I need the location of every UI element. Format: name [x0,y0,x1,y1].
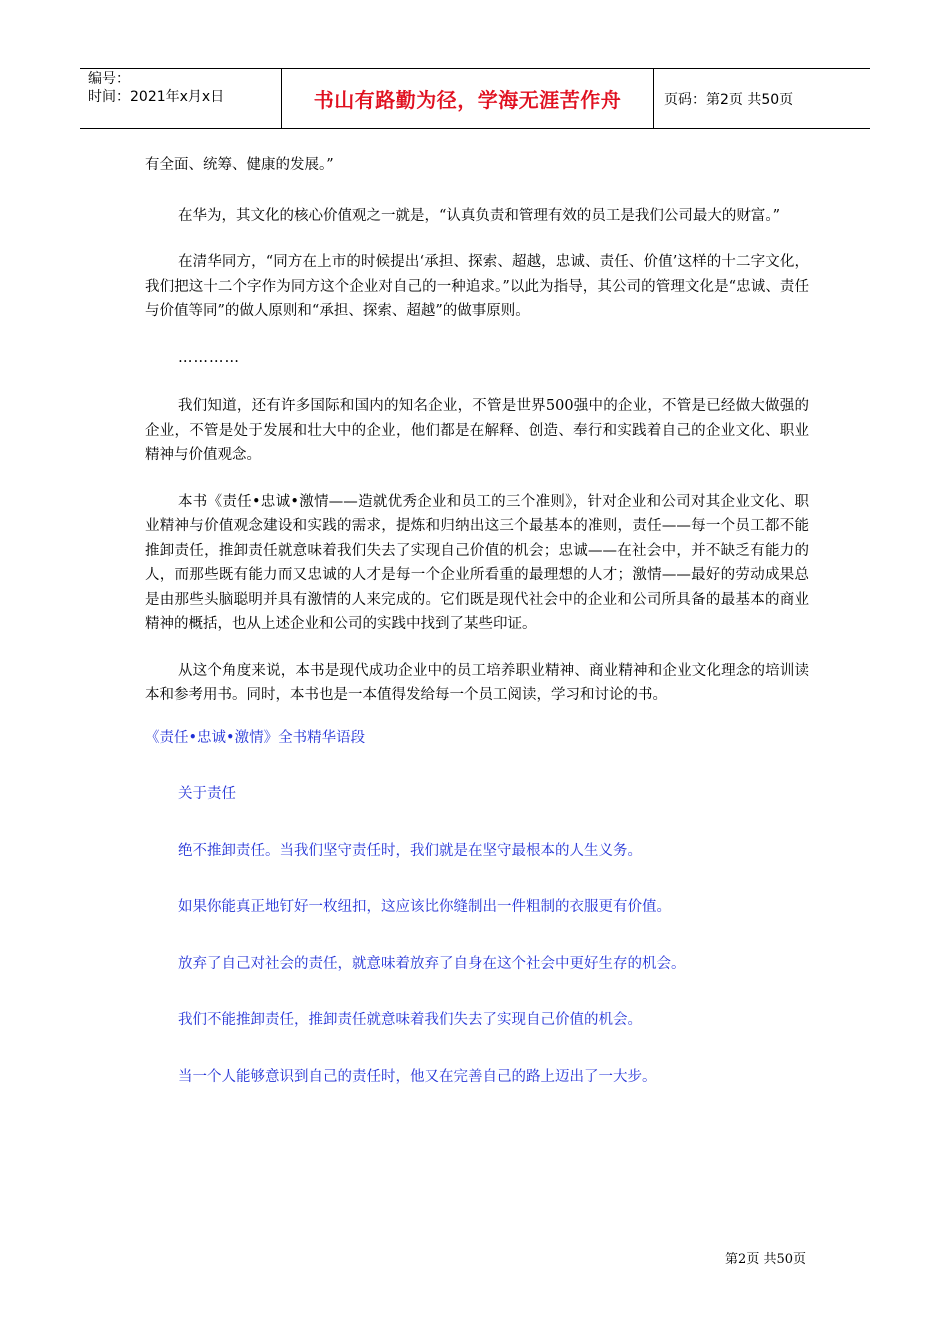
page-footer: 第2页 共50页 [725,1252,806,1267]
excerpt-item: 我们不能推卸责任，推卸责任就意味着我们失去了实现自己价值的机会。 [178,1012,642,1028]
paragraph: 有全面、统筹、健康的发展。” [145,157,334,173]
paragraph: 在清华同方，“同方在上市的时候提出‘承担、探索、超越，忠诚、责任、价值’这样的十二字文化，我们把这十二个字作为同方这个企业对自己的一种追求。”以此为指导，其公司的管理文化是“忠诚、责任与价值等同”的做人原则和“承担、探索、超越”的做事原则。 [145,254,809,319]
paragraph: 我们知道，还有许多国际和国内的知名企业，不管是世界500强中的企业，不管是已经做大做强的企业，不管是处于发展和壮大中的企业，他们都是在解释、创造、奉行和实践着自己的企业文化、职业精神与价值观念。 [145,398,809,463]
header-page-label: 页码：第2页 共50页 [664,91,794,108]
paragraph: 本书《责任•忠诚•激情——造就优秀企业和员工的三个准则》，针对企业和公司对其企业文化、职业精神与价值观念建设和实践的需求，提炼和归纳出这三个最基本的准则，责任——每一个员工都不能推卸责任，推卸责任就意味着我们失去了实现自己价值的机会；忠诚——在社会中，并不缺乏有能力的人，而那些既有能力而又忠诚的人才是每一个企业所看重的最理想的人才；激情——最好的劳动成果总是由那些头脑聪明并具有激情的人来完成的。它们既是现代社会中的企业和公司所具备的最基本的商业精神的概括，也从上述企业和公司的实践中找到了某些印证。 [145,493,809,632]
page-header [80,68,870,129]
excerpt-item: 如果你能真正地钉好一枚纽扣，这应该比你缝制出一件粗制的衣服更有价值。 [178,899,671,915]
code-label: 编号： [88,71,130,87]
header-motto: 书山有路勤为径，学海无涯苦作舟 [282,69,654,128]
paragraph: 从这个角度来说，本书是现代成功企业中的员工培养职业精神、商业精神和企业文化理念的培训读本和参考用书。同时，本书也是一本值得发给每一个员工阅读，学习和讨论的书。 [145,662,809,703]
excerpt-item: 当一个人能够意识到自己的责任时，他又在完善自己的路上迈出了一大步。 [178,1068,657,1085]
excerpt-item: 放弃了自己对社会的责任，就意味着放弃了自身在这个社会中更好生存的机会。 [178,955,686,972]
paragraph: 在华为，其文化的核心价值观之一就是，“认真负责和管理有效的员工是我们公司最大的财富。” [178,207,781,224]
time-label: 时间：2021年x月x日 [88,89,225,105]
header-meta [80,69,282,128]
excerpt-item: 绝不推卸责任。当我们坚守责任时，我们就是在坚守最根本的人生义务。 [178,842,642,859]
excerpt-list [145,839,809,1090]
document-body [145,153,809,1089]
ellipsis-line: ………… [178,349,240,366]
excerpt-heading: 《责任•忠诚•激情》全书精华语段 [145,729,366,746]
excerpt-subheading: 关于责任 [178,786,236,802]
